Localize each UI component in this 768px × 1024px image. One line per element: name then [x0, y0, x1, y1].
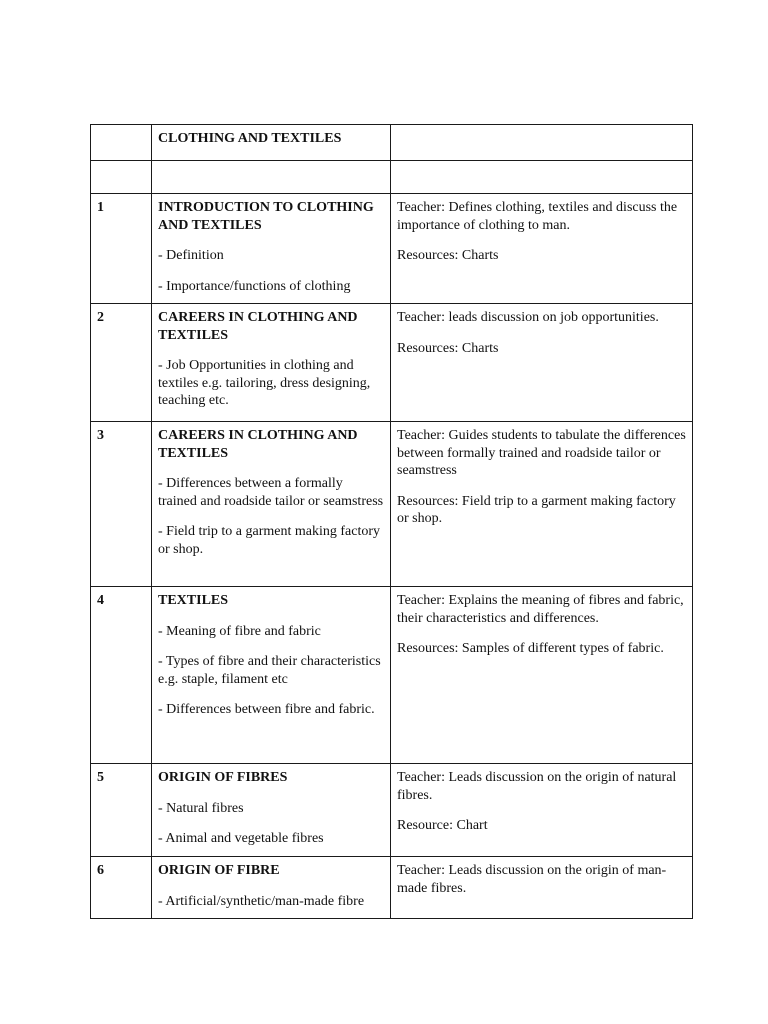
topic-cell [152, 194, 391, 304]
header-num-cell [91, 125, 152, 161]
blank-cell [152, 161, 391, 194]
resources-text: Resources: Charts [397, 248, 499, 263]
table-header-row [91, 125, 693, 161]
topic-cell [152, 422, 391, 587]
topic-subitem: - Artificial/synthetic/man-made fibre [158, 893, 365, 909]
topic-cell [152, 587, 391, 764]
resources-text: Resources: Charts [397, 340, 499, 356]
week-number: 4 [97, 593, 104, 608]
week-number: 2 [97, 310, 104, 325]
blank-cell [91, 161, 152, 194]
table-row [91, 304, 693, 422]
header-title-cell [152, 125, 391, 161]
table-row [91, 764, 693, 857]
teacher-activity: Teacher: Guides students to tabulate the differences between formally trained and roadside tailor or seamstress [397, 428, 686, 478]
teacher-activity: Teacher: Defines clothing, textiles and discuss the importance of clothing to man. [397, 200, 678, 233]
week-number-cell [91, 194, 152, 304]
week-number: 1 [97, 200, 104, 215]
topic-title: CAREERS IN CLOTHING AND TEXTILES [158, 428, 358, 461]
topic-title: ORIGIN OF FIBRE [158, 863, 280, 878]
week-number-cell [91, 764, 152, 857]
table-row [91, 587, 693, 764]
blank-cell [391, 161, 693, 194]
topic-title: ORIGIN OF FIBRES [158, 770, 288, 785]
table-row [91, 422, 693, 587]
activity-cell [391, 587, 693, 764]
table-blank-row [91, 161, 693, 194]
topic-title: CAREERS IN CLOTHING AND TEXTILES [158, 310, 358, 343]
topic-subitem: - Types of fibre and their characteristics e.g. staple, filament etc [158, 654, 381, 687]
teacher-activity: Teacher: Explains the meaning of fibres and fabric, their characteristics and differences. [397, 593, 684, 626]
topic-cell [152, 764, 391, 857]
topic-subitem: - Definition [158, 248, 224, 263]
topic-subitem: - Meaning of fibre and fabric [158, 623, 321, 639]
resources-text: Resources: Field trip to a garment making factory or shop. [397, 493, 676, 526]
week-number-cell [91, 304, 152, 422]
topic-subitem: - Field trip to a garment making factory or shop. [158, 524, 380, 557]
topic-subitem: - Differences between fibre and fabric. [158, 702, 375, 717]
resources-text: Resources: Samples of different types of fabric. [397, 641, 664, 656]
topic-subitem: - Natural fibres [158, 800, 244, 816]
topic-title: TEXTILES [158, 593, 229, 608]
header-activity-cell [391, 125, 693, 161]
topic-cell [152, 304, 391, 422]
resources-text: Resource: Chart [397, 818, 488, 833]
activity-cell [391, 764, 693, 857]
topic-subitem: - Animal and vegetable fibres [158, 831, 324, 846]
topic-subitem: - Importance/functions of clothing [158, 278, 351, 294]
teacher-activity: Teacher: Leads discussion on the origin of man-made fibres. [397, 863, 667, 896]
scheme-of-work-table [90, 124, 693, 919]
activity-cell [391, 194, 693, 304]
topic-cell [152, 857, 391, 919]
activity-cell [391, 857, 693, 919]
week-number-cell [91, 422, 152, 587]
teacher-activity: Teacher: leads discussion on job opportunities. [397, 310, 659, 325]
topic-subitem: - Job Opportunities in clothing and textiles e.g. tailoring, dress designing, teaching etc. [158, 358, 371, 408]
topic-subitem: - Differences between a formally trained and roadside tailor or seamstress [158, 476, 384, 509]
activity-cell [391, 304, 693, 422]
topic-title: INTRODUCTION TO CLOTHING AND TEXTILES [158, 200, 374, 233]
table-title: CLOTHING AND TEXTILES [158, 131, 342, 146]
table-row [91, 857, 693, 919]
table-row [91, 194, 693, 304]
week-number-cell [91, 587, 152, 764]
week-number-cell [91, 857, 152, 919]
week-number: 5 [97, 770, 104, 785]
week-number: 3 [97, 428, 104, 443]
week-number: 6 [97, 863, 104, 878]
activity-cell [391, 422, 693, 587]
teacher-activity: Teacher: Leads discussion on the origin of natural fibres. [397, 770, 677, 803]
